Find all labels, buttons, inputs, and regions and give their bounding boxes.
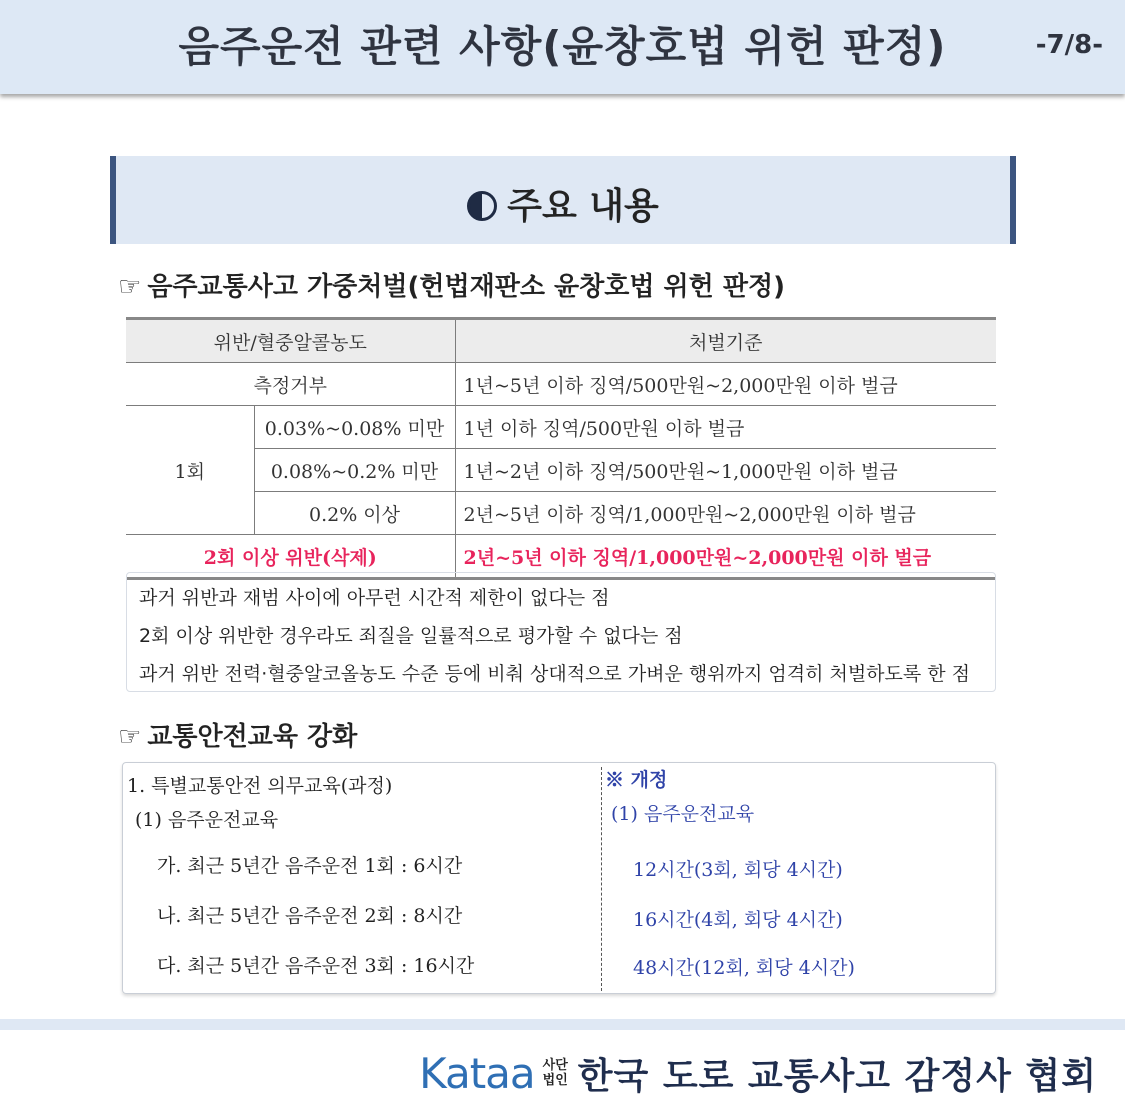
education-box: [122, 762, 996, 994]
education-item: 나. 최근 5년간 음주운전 2회 : 8시간: [157, 905, 463, 927]
table-row: [126, 492, 996, 535]
association-name: 한국 도로 교통사고 감정사 협회: [577, 1055, 1097, 1097]
half-circle-icon: [467, 191, 497, 221]
kataa-logo: Kataa: [419, 1048, 535, 1098]
banner-title: 주요 내용: [507, 186, 659, 227]
bac-penalty: 1년~2년 이하 징역/500만원~1,000만원 이하 벌금: [455, 449, 996, 492]
header-penalty: 처벌기준: [455, 319, 996, 363]
ruling-reasons-box: [126, 572, 996, 692]
footer-band: [0, 1019, 1125, 1030]
repeat-offense-penalty: 2년~5년 이하 징역/1,000만원~2,000만원 이하 벌금: [455, 535, 996, 579]
table-row: [126, 363, 996, 406]
reason-item: 과거 위반과 재범 사이에 아무런 시간적 제한이 없다는 점: [139, 587, 610, 609]
repeat-offense-label: 2회 이상 위반(삭제): [126, 535, 455, 579]
corporation-mark: [543, 1058, 568, 1088]
bac-penalty: 2년~5년 이하 징역/1,000만원~2,000만원 이하 벌금: [455, 492, 996, 535]
current-education: [123, 763, 601, 993]
bac-range: 0.08%~0.2% 미만: [254, 449, 455, 492]
amendment-heading: ※ 개정: [605, 769, 668, 791]
refusal-penalty: 1년~5년 이하 징역/500만원~2,000만원 이하 벌금: [455, 363, 996, 406]
table-row: [126, 406, 996, 449]
amendment-sub: (1) 음주운전교육: [611, 803, 755, 825]
section2-heading: [118, 716, 357, 753]
first-offense-label: 1회: [126, 406, 254, 535]
education-item: 가. 최근 5년간 음주운전 1회 : 6시간: [157, 855, 463, 877]
corp-top: 사단: [542, 1058, 568, 1073]
banner-title-wrap: [116, 178, 1010, 229]
section1-heading: [118, 266, 785, 303]
header-bar: [0, 0, 1125, 94]
pointing-hand-icon: ☞: [118, 722, 142, 752]
bac-range: 0.03%~0.08% 미만: [254, 406, 455, 449]
page-title: 음주운전 관련 사항(윤창호법 위헌 판정): [178, 22, 947, 71]
footer: [419, 1048, 1097, 1098]
reason-item: 과거 위반 전력·혈중알코올농도 수준 등에 비춰 상대적으로 가벼운 행위까지 엄격히 처벌하도록 한 점: [139, 663, 971, 685]
amended-education: [603, 763, 995, 993]
penalty-table: [126, 317, 996, 580]
bac-penalty: 1년 이하 징역/500만원 이하 벌금: [455, 406, 996, 449]
reason-item: 2회 이상 위반한 경우라도 죄질을 일률적으로 평가할 수 없다는 점: [139, 625, 683, 647]
corp-bottom: 법인: [542, 1073, 568, 1088]
section1-title: 음주교통사고 가중처벌(헌법재판소 윤창호법 위헌 판정): [147, 272, 785, 302]
table-header-row: [126, 319, 996, 363]
page-number: -7/8-: [1035, 30, 1103, 60]
education-sub: (1) 음주운전교육: [135, 809, 279, 831]
pointing-hand-icon: ☞: [118, 272, 142, 302]
bac-range: 0.2% 이상: [254, 492, 455, 535]
header-violation: 위반/혈중알콜농도: [126, 319, 455, 363]
education-heading: 1. 특별교통안전 의무교육(과정): [127, 775, 393, 797]
amendment-item: 48시간(12회, 회당 4시간): [633, 957, 855, 979]
amendment-item: 16시간(4회, 회당 4시간): [633, 909, 843, 931]
table-row: [126, 449, 996, 492]
education-item: 다. 최근 5년간 음주운전 3회 : 16시간: [157, 955, 475, 977]
section2-title: 교통안전교육 강화: [147, 722, 358, 752]
refusal-label: 측정거부: [126, 363, 455, 406]
dashed-divider: [601, 767, 602, 991]
section-banner: [110, 156, 1016, 244]
amendment-item: 12시간(3회, 회당 4시간): [633, 859, 843, 881]
